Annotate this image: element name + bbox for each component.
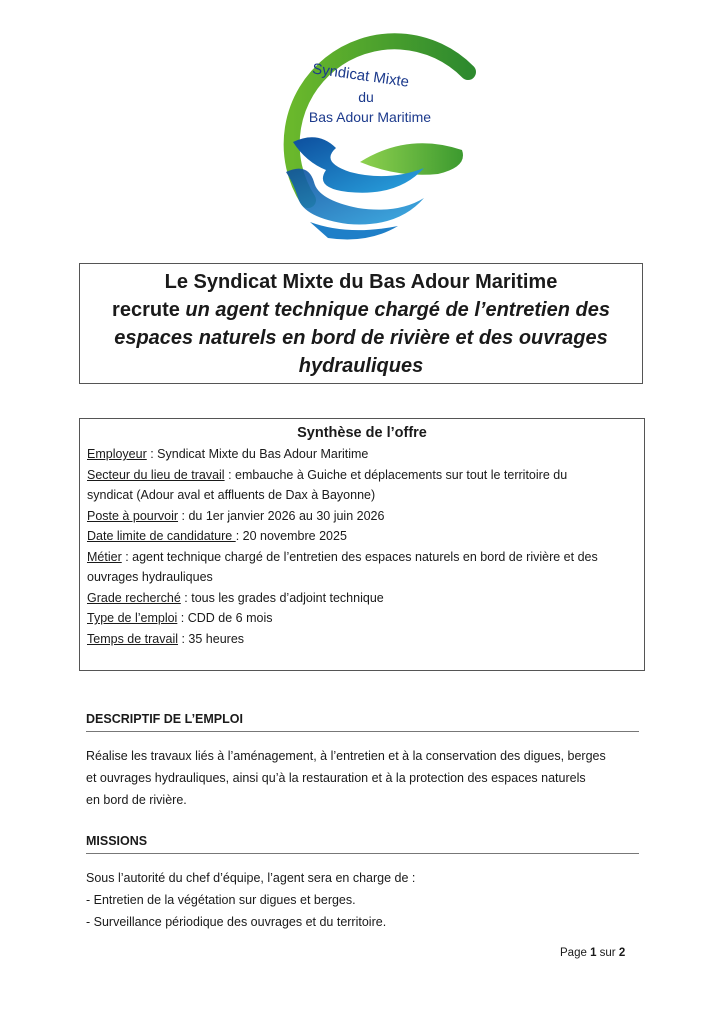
missions-heading: MISSIONS xyxy=(86,830,639,854)
metier-row xyxy=(87,547,637,568)
descriptif-line1: Réalise les travaux liés à l’aménagement, à l’entretien et à la conservation des digues, berges xyxy=(86,749,606,763)
title-line2 xyxy=(80,296,642,324)
synthese-box xyxy=(79,418,645,671)
title-line3: espaces naturels en bord de rivière et des ouvrages xyxy=(114,327,608,349)
synthese-heading: Synthèse de l’offre xyxy=(297,425,427,441)
footer-page-num: 1 xyxy=(590,947,597,959)
metier-value: : agent technique chargé de l’entretien des espaces naturels en bord de rivière et des xyxy=(121,549,598,564)
date-label: Date limite de candidature xyxy=(87,529,236,543)
date-row xyxy=(87,526,637,547)
secteur-row-cont: syndicat (Adour aval et affluents de Dax à Bayonne) xyxy=(87,488,376,502)
missions-item: - Surveillance périodique des ouvrages et du territoire. xyxy=(86,915,387,929)
title-line2-italic: un agent technique chargé de l’entretien des xyxy=(185,299,610,321)
temps-row xyxy=(87,629,637,650)
syndicat-logo xyxy=(248,22,484,244)
employeur-row xyxy=(87,444,637,465)
employeur-label: Employeur xyxy=(87,447,147,461)
type-row xyxy=(87,608,637,629)
type-label: Type de l’emploi xyxy=(87,611,178,625)
descriptif-line3: en bord de rivière. xyxy=(86,793,187,807)
secteur-row xyxy=(87,465,637,486)
secteur-value: : embauche à Guiche et déplacements sur tout le territoire du xyxy=(224,467,568,482)
footer-sur-word: sur xyxy=(596,947,619,959)
missions-section xyxy=(86,830,639,854)
page-footer xyxy=(560,947,625,959)
logo-text-line2: du xyxy=(358,89,374,105)
temps-label: Temps de travail xyxy=(87,631,179,646)
missions-text xyxy=(86,867,646,933)
employeur-value: : Syndicat Mixte du Bas Adour Maritime xyxy=(146,447,369,461)
poste-row xyxy=(87,506,637,527)
descriptif-text xyxy=(86,745,646,811)
title-line1: Le Syndicat Mixte du Bas Adour Maritime xyxy=(164,271,558,293)
descriptif-heading: DESCRIPTIF DE L’EMPLOI xyxy=(86,708,639,732)
temps-value: : 35 heures xyxy=(178,631,245,646)
logo-text-line1: Syndicat Mixte xyxy=(311,60,411,91)
logo-text-line3: Bas Adour Maritime xyxy=(308,109,432,125)
metier-label: Métier xyxy=(87,549,122,564)
secteur-label: Secteur du lieu de travail xyxy=(87,467,225,482)
grade-value: : tous les grades d’adjoint technique xyxy=(180,590,384,605)
title-recrute: recrute xyxy=(112,299,186,321)
footer-total: 2 xyxy=(618,947,626,959)
poste-value: : du 1er janvier 2026 au 30 juin 2026 xyxy=(178,508,385,523)
title-box xyxy=(79,263,643,384)
metier-row-cont: ouvrages hydrauliques xyxy=(87,570,213,584)
poste-label: Poste à pourvoir xyxy=(87,508,179,523)
date-value: : 20 novembre 2025 xyxy=(235,529,347,543)
type-value: : CDD de 6 mois xyxy=(177,611,273,625)
grade-label: Grade recherché xyxy=(87,590,181,605)
grade-row xyxy=(87,588,637,609)
title-line4: hydrauliques xyxy=(298,355,424,377)
missions-item: - Entretien de la végétation sur digues et berges. xyxy=(86,893,356,907)
footer-page-word: Page xyxy=(560,947,591,959)
descriptif-line2: et ouvrages hydrauliques, ainsi qu’à la restauration et à la protection des espaces naturels xyxy=(86,771,586,785)
missions-intro: Sous l’autorité du chef d’équipe, l’agent sera en charge de : xyxy=(86,871,416,885)
descriptif-section xyxy=(86,708,639,732)
